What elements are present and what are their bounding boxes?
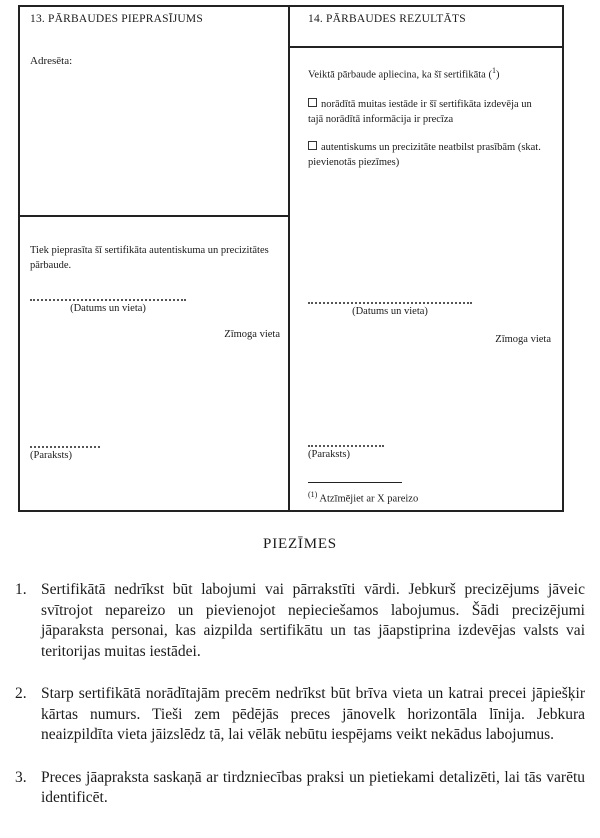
footnote-divider — [308, 482, 402, 483]
box14-signature-label: (Paraksts) — [308, 449, 350, 460]
option-office-issued — [308, 97, 545, 127]
footnote-marker: (1) — [308, 490, 318, 499]
footnote — [308, 490, 418, 505]
notes-section — [15, 536, 585, 831]
box13-date-place-line[interactable] — [30, 298, 186, 301]
box14-stamp-label: Zīmoga vieta — [495, 334, 551, 345]
addressee-label: Adresēta: — [30, 55, 73, 67]
box13-title: 13. PĀRBAUDES PIEPRASĪJUMS — [30, 13, 203, 25]
checkbox-icon[interactable] — [308, 98, 317, 107]
box13-signature-label: (Paraksts) — [30, 450, 72, 461]
box14-date-place-line[interactable] — [308, 301, 472, 304]
note-number: 2. — [15, 685, 27, 702]
note-item-3 — [15, 768, 585, 809]
request-text: Tiek pieprasīta šī sertifikāta autentiskuma un precizitātes pārbaude. — [30, 245, 269, 271]
box14-date-place-label: (Datums un vieta) — [352, 306, 428, 317]
box13-section-divider — [20, 215, 288, 217]
box14-intro-suffix: ) — [495, 69, 500, 81]
box14-intro-prefix: Veiktā pārbaude apliecina, ka šī sertifikāta ( — [308, 69, 492, 81]
note-item-1 — [15, 580, 585, 662]
box13-date-place-field — [30, 298, 186, 314]
box14-intro — [308, 63, 548, 83]
note-text: Starp sertifikātā norādītajām precēm nedrīkst būt brīva vieta un katrai precei jāpiešķir kārtas numurs. Tieši zem pēdējās preces jānovelk horizontāla līnija. Jebkura neaizpildīta vieta jāizslēdz tā, lai vēlāk nebūtu iespējams veikt nekādus labojumus. — [41, 685, 585, 743]
box14-verification-result — [290, 7, 562, 510]
box14-header-divider — [290, 46, 562, 48]
note-text: Preces jāapraksta saskaņā ar tirdzniecības praksi un pietiekami detalizēti, lai tās varētu identificēt. — [41, 768, 585, 806]
box13-verification-request — [20, 7, 290, 510]
box14-signature-field — [308, 444, 384, 460]
box14-signature-line[interactable] — [308, 444, 384, 447]
box13-signature-field — [30, 445, 100, 461]
box14-title: 14. PĀRBAUDES REZULTĀTS — [308, 13, 466, 25]
notes-heading: PIEZĪMES — [263, 536, 337, 552]
option-not-meeting-requirements-label: autentiskums un precizitāte neatbilst prasībām (skat. pievienotās piezīmes) — [308, 142, 541, 168]
footnote-text: Atzīmējiet ar X pareizo — [319, 493, 419, 505]
option-not-meeting-requirements — [308, 140, 545, 170]
note-item-2 — [15, 684, 585, 746]
note-number: 1. — [15, 581, 27, 598]
box13-date-place-label: (Datums un vieta) — [70, 303, 146, 314]
box13-stamp-label: Zīmoga vieta — [224, 329, 280, 340]
box14-date-place-field — [308, 301, 472, 317]
checkbox-icon[interactable] — [308, 141, 317, 150]
verification-form-table — [18, 5, 564, 512]
note-number: 3. — [15, 768, 27, 786]
note-text: Sertifikātā nedrīkst būt labojumi vai pārrakstīti vārdi. Jebkurš precizējums jāveic svītrojot nepareizo un pievienojot nepieciešamos labojumus. Šādi precizējumi jāparaksta personai, kas aizpilda sertifikātu un tas jāapstiprina izdevējas valsts vai teritorijas muitas iestādei. — [41, 581, 585, 660]
box13-signature-line[interactable] — [30, 445, 100, 448]
option-office-issued-label: norādītā muitas iestāde ir šī sertifikāta izdevēja un tajā norādītā informācija ir precīza — [308, 99, 532, 125]
footnote-ref-superscript: 1 — [491, 66, 496, 75]
